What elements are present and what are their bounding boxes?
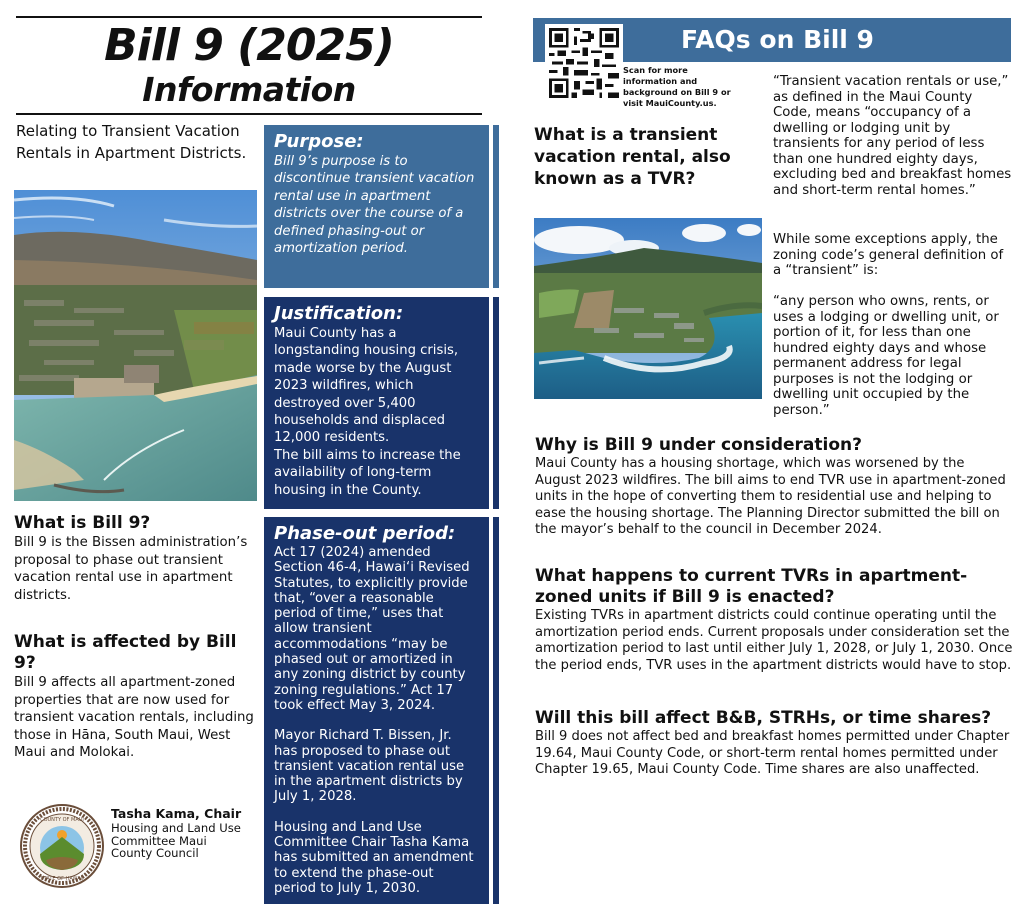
- section-heading: What is affected by Bill 9?: [14, 632, 237, 673]
- aerial-photo-south-maui-coastline: [14, 190, 257, 501]
- purpose-box: [264, 125, 489, 288]
- signer-role: Housing and Land Use Committee Maui County Council: [111, 821, 241, 860]
- justification-accent-bar: [493, 297, 499, 509]
- signature-block: [111, 806, 251, 860]
- tvr-heading: What is a transient vacation rental, also known as a TVR?: [534, 125, 731, 189]
- purpose-heading: Purpose:: [274, 131, 364, 152]
- seal-top-text: COUNTY OF MAUI: [40, 817, 84, 823]
- phase-out-box: [264, 517, 489, 904]
- phase-out-heading: Phase-out period:: [274, 523, 456, 544]
- page-title-secondary: Information: [142, 70, 356, 109]
- phase-out-body: Act 17 (2024) amended Section 46-4, Hawai‘i Revised Statutes, to explicitly provide that, “over a reasonable period of time,” uses that allow transient accommodations “may be phased out or amortized in any zoning district by county zoning regulations.” Act 17 took effect May 3, 2024.: [274, 545, 470, 713]
- tvr-definition: “Transient vacation rentals or use,” as defined in the Maui County Code, means “occupancy of a dwelling or lodging unit by transients for any period of less than one hundred eighty days, excluding bed and breakfast homes and short-term rental homes.”: [773, 74, 1012, 198]
- page-title: Bill 9 (2025): [104, 20, 394, 71]
- qr-caption: Scan for more information and background on Bill 9 or visit MauiCounty.us.: [623, 65, 731, 108]
- transient-definition: “any person who owns, rents, or uses a lodging or dwelling unit, or portion of it, for less than one hundred eighty days and whose permanent address for legal purposes is not the lodging or dwelling unit occupied by the person.”: [773, 294, 999, 418]
- tvr-exceptions: While some exceptions apply, the zoning code’s general definition of a “transient” is:: [773, 232, 1004, 278]
- phase-out-body-2: Mayor Richard T. Bissen, Jr. has proposed to phase out transient vacation rental use in the apartment districts by July 1, 2028.: [274, 728, 465, 805]
- purpose-body: Bill 9’s purpose is to discontinue transient vacation rental use in apartment districts over the course of a defined phasing-out or amortization period.: [274, 154, 475, 257]
- subtitle: Relating to Transient Vacation Rentals in Apartment Districts.: [16, 122, 247, 162]
- section-heading: What is Bill 9?: [14, 513, 151, 533]
- phase-out-body-3: Housing and Land Use Committee Chair Tasha Kama has submitted an amendment to extend the phase-out period to July 1, 2030.: [274, 819, 474, 896]
- seal-bottom-text: STATE OF HAWAII: [40, 876, 84, 882]
- what-is-affected-section: [14, 632, 256, 762]
- faq-body: Existing TVRs in apartment districts could continue operating until the amortization period ends. Current proposals under consideration set the amortization period to last until either July 1, 2028, or July 1, 2030. Once the period ends, TVR uses in the apartment districts would have to stop.: [535, 608, 1013, 673]
- faq-banner: FAQs on Bill 9: [533, 18, 1011, 62]
- what-is-bill-9-section: [14, 513, 256, 604]
- signer-name: Tasha Kama, Chair: [111, 806, 242, 821]
- justification-heading: Justification:: [274, 303, 404, 324]
- phase-out-accent-bar: [493, 517, 499, 904]
- section-body: Bill 9 affects all apartment-zoned properties that are now used for transient vacation rentals, including those in Hāna, South Maui, West Maui and Molokai.: [14, 675, 254, 760]
- faq-item: [535, 566, 1013, 674]
- faq-heading: Will this bill affect B&B, STRHs, or time shares?: [535, 708, 992, 728]
- title-rule: [16, 113, 482, 115]
- justification-body: Maui County has a longstanding housing crisis, made worse by the August 2023 wildfires, which destroyed over 5,400 households and displaced 12,000 residents.: [274, 326, 459, 446]
- purpose-accent-bar: [493, 125, 499, 288]
- faq-item: [535, 435, 1013, 539]
- faq-body: Bill 9 does not affect bed and breakfast homes permitted under Chapter 19.64, Maui County Code, or short-term rental homes permitted under Chapter 19.65, Maui County Code. Time shares are also unaffected.: [535, 729, 1010, 778]
- justification-body-2: The bill aims to increase the availability of long-term housing in the County.: [274, 447, 461, 498]
- faq-item: [535, 708, 1013, 779]
- faq-body: Maui County has a housing shortage, which was worsened by the August 2023 wildfires. The bill aims to end TVR use in apartment-zoned units in the hope of converting them to residential use and helping to ease the housing shortage. The Planning Director submitted the bill on the mayor’s behalf to the council in December 2024.: [535, 456, 1006, 538]
- faq-heading: Why is Bill 9 under consideration?: [535, 435, 862, 455]
- faq-heading: What happens to current TVRs in apartment-zoned units if Bill 9 is enacted?: [535, 566, 968, 607]
- qr-code-icon[interactable]: [545, 24, 623, 102]
- justification-box: [264, 297, 489, 509]
- aerial-photo-maui-peninsula: [534, 218, 762, 399]
- section-body: Bill 9 is the Bissen administration’s proposal to phase out transient vacation rental use in apartment districts.: [14, 535, 248, 603]
- county-of-maui-seal-icon: [20, 804, 104, 888]
